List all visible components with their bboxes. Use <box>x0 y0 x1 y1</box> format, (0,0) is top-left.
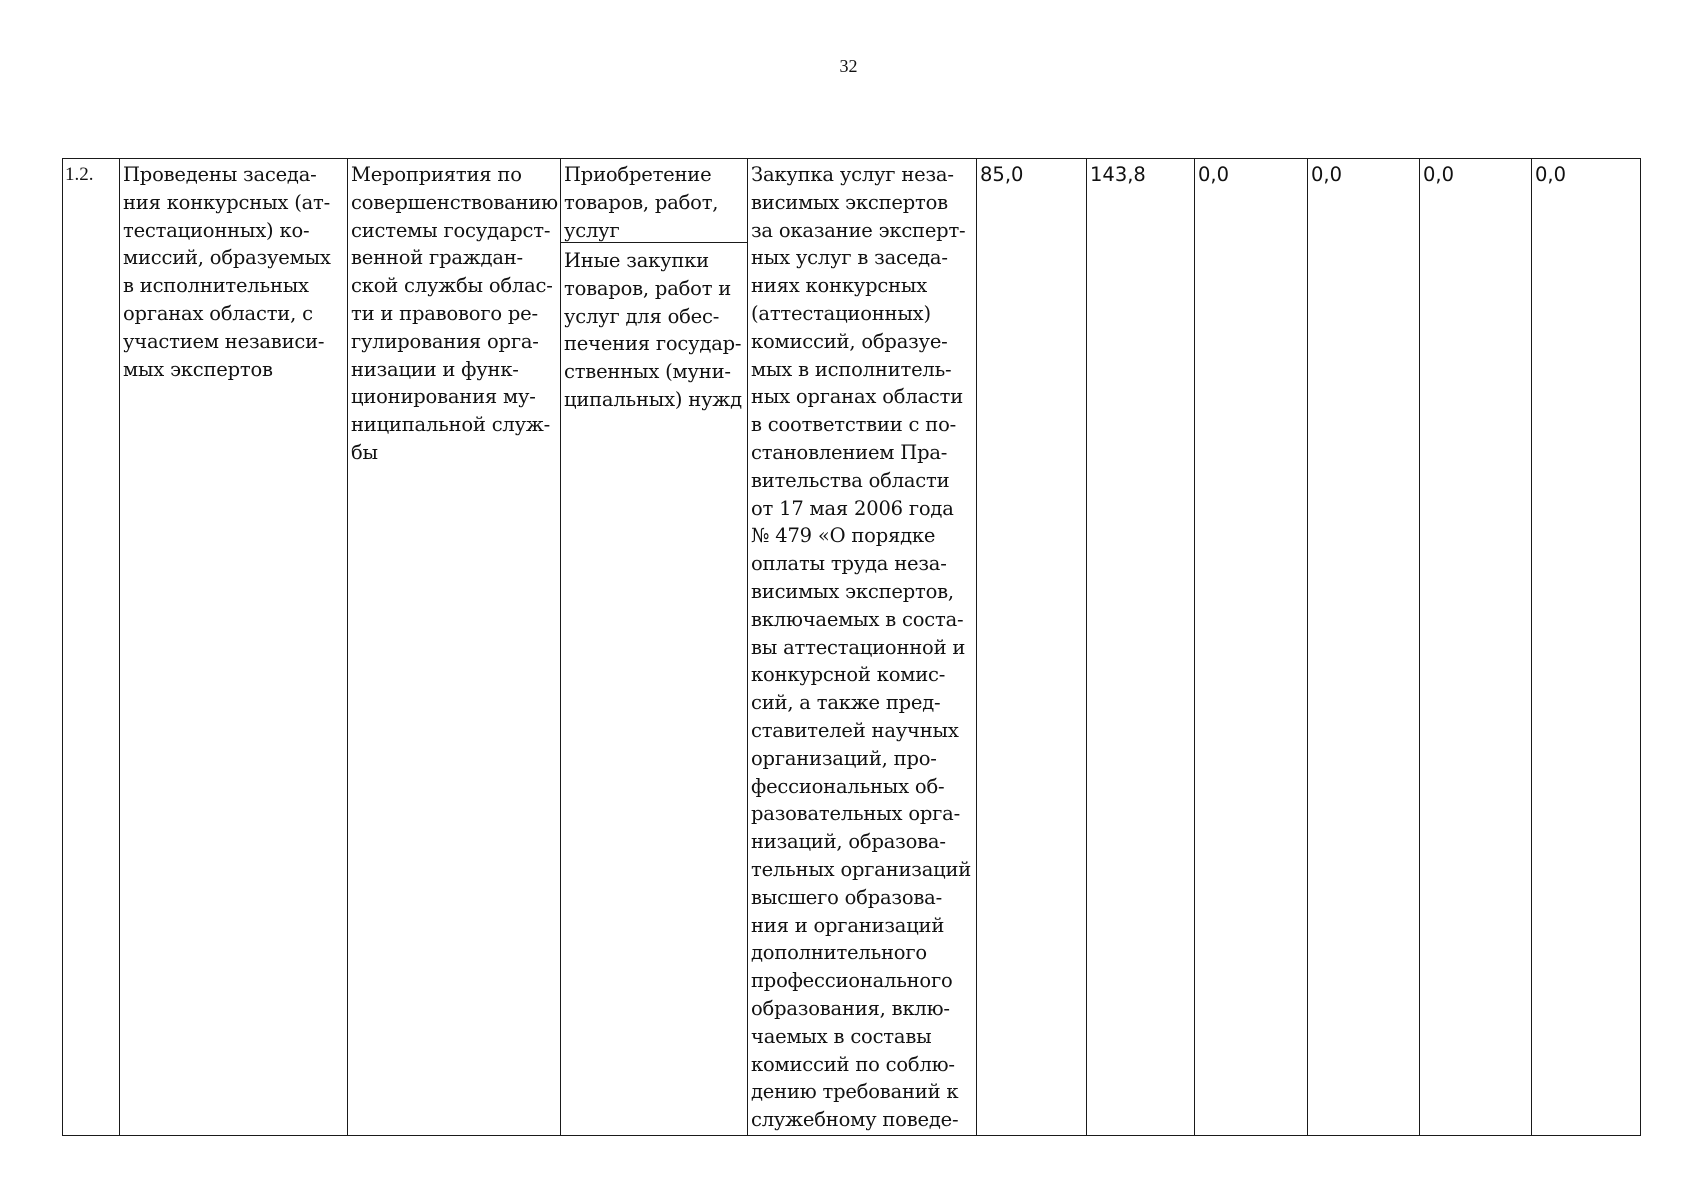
item-number: 1.2. <box>65 164 94 185</box>
value-cell <box>977 159 1087 1136</box>
description-text: Закупка услуг неза- висимых экспертов за оказание эксперт- ных услуг в заседа- ниях конкурсных (аттестационных) комиссий, образуе- мых в исполнитель- ных органах области в соответствии с по- становлением Пра- вительства области от 17 мая 2006 года № 479 «О порядке оплаты труда неза- висимых экспертов, включаемых в соста- вы аттестационной и конкурсной комис- сий, а также пред- ставителей научных организаций, про- фессиональных об- разовательных орга- низаций, образова- тельных организаций высшего образова- ния и организаций дополнительного профессионального образования, вклю- чаемых в составы комиссий по соблю- дению требований к служебному поведе- <box>751 163 972 1132</box>
value-4: 0,0 <box>1311 163 1343 186</box>
expense-type-top: Приобретение товаров, работ, услуг <box>561 159 747 243</box>
result-text: Проведены заседа- ния конкурсных (ат- тестационных) ко- миссий, образуемых в исполнительных органах области, с участием независи- мых экспертов <box>123 163 331 381</box>
value-1: 85,0 <box>980 163 1024 186</box>
expense-type-cell <box>561 159 748 1136</box>
program-table <box>62 158 1641 1136</box>
measure-text: Мероприятия по совершенствованию системы государст- венной граждан- ской службы облас- ти и правового ре- гулирования орга- низации и функ- ционирования му- ниципальной служ- бы <box>351 163 558 464</box>
value-cell <box>1195 159 1308 1136</box>
value-2: 143,8 <box>1090 163 1146 186</box>
description-cell <box>748 159 977 1136</box>
table-row <box>63 159 1641 1136</box>
value-3: 0,0 <box>1198 163 1230 186</box>
value-6: 0,0 <box>1535 163 1567 186</box>
value-cell <box>1087 159 1195 1136</box>
measure-cell <box>348 159 561 1136</box>
result-cell <box>120 159 348 1136</box>
page-number: 32 <box>839 56 858 76</box>
value-5: 0,0 <box>1423 163 1455 186</box>
value-cell <box>1308 159 1420 1136</box>
item-number-cell <box>63 159 120 1136</box>
value-cell <box>1420 159 1532 1136</box>
expense-type-bottom: Иные закупки товаров, работ и услуг для обес- печения государ- ственных (муни- ципальных) нужд <box>564 249 742 411</box>
value-cell <box>1532 159 1641 1136</box>
